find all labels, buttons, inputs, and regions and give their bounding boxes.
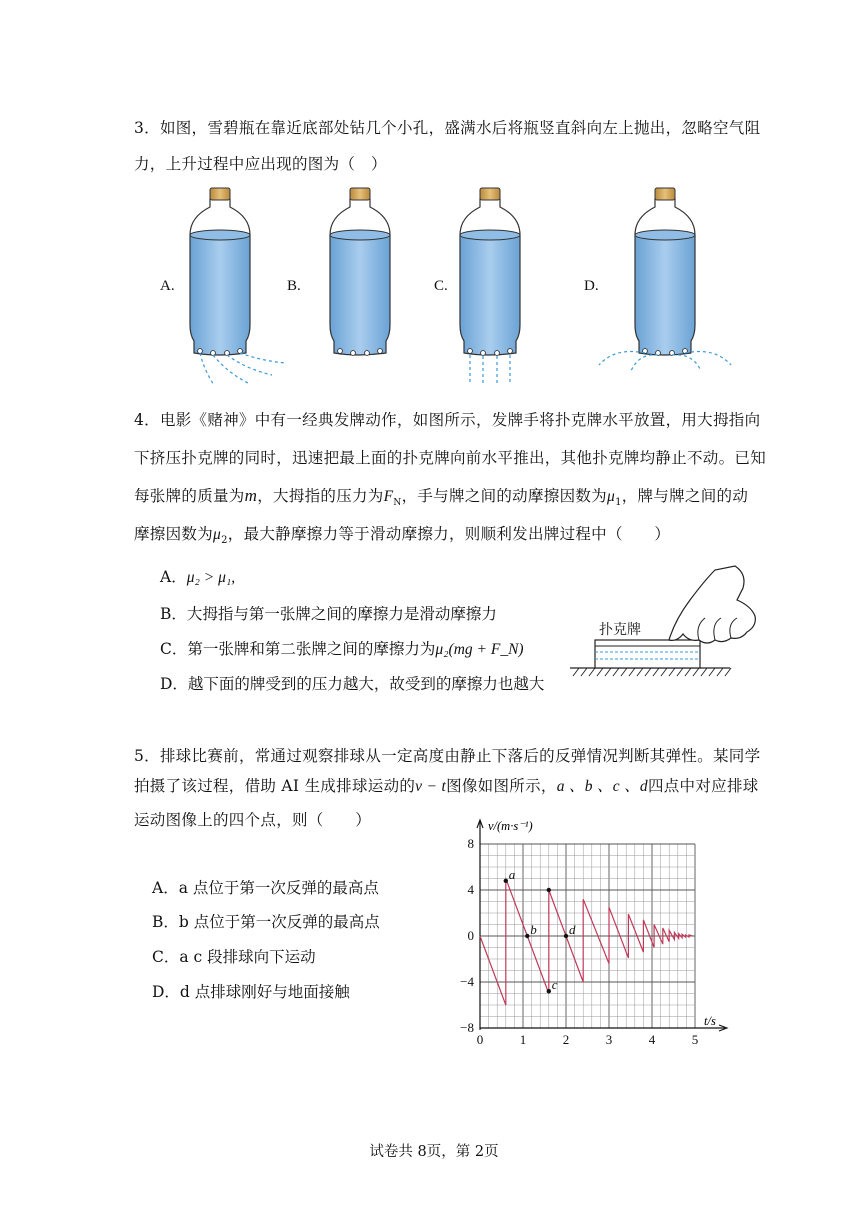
q5-option-a: A．a 点位于第一次反弹的最高点 <box>152 879 379 897</box>
q4-option-b: B．大拇指与第一张牌之间的摩擦力是滑动摩擦力 <box>160 605 497 623</box>
point-label-b: b <box>530 922 537 937</box>
q4-line1: 4．电影《赌神》中有一经典发牌动作，如图所示，发牌手将扑克牌水平放置，用大拇指向 <box>134 411 761 429</box>
y-tick-label: −4 <box>460 974 474 989</box>
point-d <box>564 934 568 938</box>
card-label: 扑克牌 <box>599 623 641 638</box>
vt-chart <box>440 812 740 1052</box>
x-tick-label: 1 <box>519 1032 527 1047</box>
x-tick-label: 0 <box>476 1032 484 1047</box>
q3-option-a: A. <box>160 278 175 294</box>
q5-line2: 拍摄了该过程，借助 AI 生成排球运动的v − t图像如图所示，a 、b 、c 、d四点中对应排球 <box>134 777 759 795</box>
q4-line4: 摩擦因数为$\mu_2$，最大静摩擦力等于滑动摩擦力，则顺利发出牌过程中（ ） <box>134 525 671 547</box>
card-dealing-figure <box>565 560 765 685</box>
y-tick-label: −8 <box>460 1020 474 1035</box>
q5-option-c: C．a c 段排球向下运动 <box>152 948 316 966</box>
q5-line3: 运动图像上的四个点，则（ ） <box>134 811 372 829</box>
y-tick-label: 0 <box>467 928 474 943</box>
q3-option-d: D. <box>584 278 599 294</box>
y-tick-label: 8 <box>467 836 474 851</box>
x-tick-label: 3 <box>605 1032 613 1047</box>
card-deck <box>595 640 700 668</box>
point-marker <box>547 888 551 892</box>
bottle-c <box>460 188 520 385</box>
q3-line1: 3．如图，雪碧瓶在靠近底部处钻几个小孔，盛满水后将瓶竖直斜向左上抛出，忽略空气阻 <box>134 119 761 137</box>
q4-option-a: A．μ₂ > μ₁, <box>160 568 236 586</box>
bottle-d <box>599 188 731 371</box>
q4-option-c: C．第一张牌和第二张牌之间的摩擦力为μ₂(mg + F_N) <box>160 640 524 658</box>
point-a <box>504 879 508 883</box>
point-c <box>547 989 551 993</box>
q3-option-c: C. <box>434 278 448 294</box>
bottle-a <box>190 188 286 385</box>
x-tick-label: 2 <box>562 1032 570 1047</box>
q4-line2: 下挤压扑克牌的同时，迅速把最上面的扑克牌向前水平推出，其他扑克牌均静止不动。已知 <box>134 449 767 467</box>
point-b <box>525 934 529 938</box>
q5-line1: 5．排球比赛前，常通过观察排球从一定高度由静止下落后的反弹情况判断其弹性。某同学 <box>134 747 761 765</box>
hand <box>669 566 755 643</box>
page-footer: 试卷共 8页，第 2页 <box>369 1144 499 1160</box>
q3-option-b: B. <box>287 278 301 294</box>
x-axis-label: t/s <box>704 1014 716 1028</box>
q5-option-d: D．d 点排球刚好与地面接触 <box>152 983 350 1001</box>
x-tick-label: 4 <box>648 1032 656 1047</box>
y-tick-label: 4 <box>467 882 474 897</box>
bottle-b <box>330 188 390 355</box>
q4-option-d: D．越下面的牌受到的压力越大，故受到的摩擦力也越大 <box>160 675 545 693</box>
point-label-d: d <box>569 922 576 937</box>
point-label-c: c <box>551 977 558 993</box>
q4-line3: 每张牌的质量为m，大拇指的压力为$F_N$，手与牌之间的动摩擦因数为$\mu_1$，牌与牌之间的动 <box>134 486 749 509</box>
point-label-a: a <box>508 866 516 882</box>
y-axis-label: v/(m·s⁻¹) <box>488 819 533 833</box>
q5-option-b: B．b 点位于第一次反弹的最高点 <box>152 913 380 931</box>
x-tick-label: 5 <box>691 1032 699 1047</box>
q3-line2: 力，上升过程中应出现的图为（ ） <box>134 155 387 173</box>
